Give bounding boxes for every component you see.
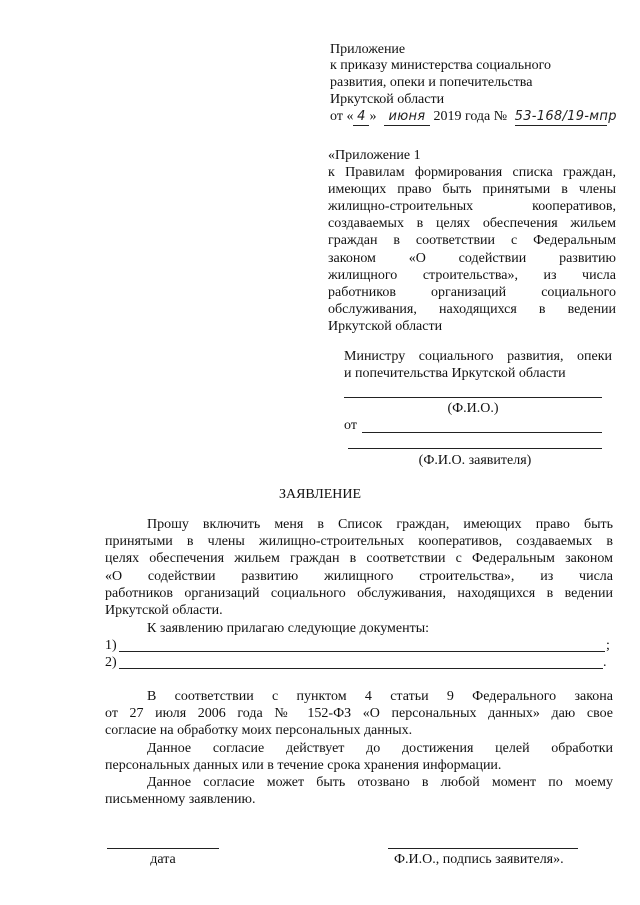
body-line-3: целях обеспечения жильем граждан в соответствии с Федеральным законом [105, 551, 613, 566]
attachment-2-end: . [603, 655, 607, 670]
consent-line-7: письменному заявлению. [105, 792, 256, 807]
attachment-2-label: 2) [105, 655, 117, 670]
handwritten-month: июня [384, 108, 430, 126]
fio-blank-line [344, 397, 602, 398]
consent-line-2: от 27 июля 2006 года № 152-ФЗ «О персональных данных» даю свое [105, 706, 613, 721]
annex-line-8: жилищного строительства», из числа [328, 268, 616, 283]
consent-line-6: Данное согласие может быть отозвано в любой момент по моему [147, 775, 613, 790]
date-prefix: от [330, 109, 347, 124]
annex-line-1: «Приложение 1 [328, 148, 421, 163]
fio-caption: (Ф.И.О.) [447, 401, 499, 416]
addressee-line-1: Министру социального развития, опеки [344, 349, 612, 364]
annex-line-3: имеющих право быть принятыми в члены [328, 182, 616, 197]
attachment-1-end: ; [606, 638, 610, 653]
body-line-4: «О содействии развитию жилищного строительства», из числа [105, 569, 613, 584]
annex-line-4: жилищно-строительных кооперативов, [328, 199, 616, 214]
signature-caption: Ф.И.О., подпись заявителя». [394, 852, 564, 867]
from-blank-line [362, 432, 602, 433]
header-line-4: Иркутской области [330, 92, 445, 107]
handwritten-day: 4 [353, 108, 369, 126]
consent-line-4: Данное согласие действует до достижения целей обработки [147, 741, 613, 756]
annex-line-5: создаваемых в целях обеспечения жильем [328, 216, 616, 231]
header-line-2: к приказу министерства социального [330, 58, 551, 73]
addressee-line-2: и попечительства Иркутской области [344, 366, 566, 381]
applicant-caption: (Ф.И.О. заявителя) [418, 453, 532, 468]
annex-line-7: законом «О содействии развитию [328, 251, 616, 266]
consent-line-3: согласие на обработку моих персональных данных. [105, 723, 413, 738]
date-open-quote: « [346, 109, 354, 124]
handwritten-number: 53-168/19-мпр [514, 109, 617, 124]
header-date-line [330, 108, 617, 126]
date-close-quote: » [369, 109, 377, 124]
annex-line-2: к Правилам формирования списка граждан, [328, 165, 616, 180]
applicant-blank-line [348, 448, 602, 449]
body-line-5: работников организаций социального обслуживания, находящихся в ведении [105, 586, 613, 601]
body-line-1: Прошу включить меня в Список граждан, имеющих право быть [147, 517, 613, 532]
body-line-6: Иркутской области. [105, 603, 223, 618]
body-line-2: принятыми в члены жилищно-строительных кооперативов, создаваемых в [105, 534, 613, 549]
consent-line-5: персональных данных или в течение срока хранения информации. [105, 758, 502, 773]
annex-line-6: граждан в соответствии с Федеральным [328, 233, 616, 248]
header-line-3: развития, опеки и попечительства [330, 75, 533, 90]
attachments-intro: К заявлению прилагаю следующие документы: [147, 621, 430, 636]
signature-blank-line [388, 848, 578, 849]
annex-line-9: работников организаций социального [328, 285, 616, 300]
attachment-1-blank [119, 651, 605, 652]
annex-line-11: Иркутской области [328, 319, 443, 334]
header-line-1: Приложение [330, 42, 406, 57]
date-caption: дата [150, 852, 176, 867]
document-title: ЗАЯВЛЕНИЕ [278, 487, 362, 502]
attachment-1-label: 1) [105, 638, 117, 653]
attachment-2-blank [119, 668, 603, 669]
date-blank-line [107, 848, 219, 849]
date-year-text: 2019 года № [433, 109, 508, 124]
consent-line-1: В соответствии с пунктом 4 статьи 9 Федерального закона [147, 689, 613, 704]
annex-line-10: обслуживания, находящихся в ведении [328, 302, 616, 317]
from-label: от [344, 418, 357, 433]
